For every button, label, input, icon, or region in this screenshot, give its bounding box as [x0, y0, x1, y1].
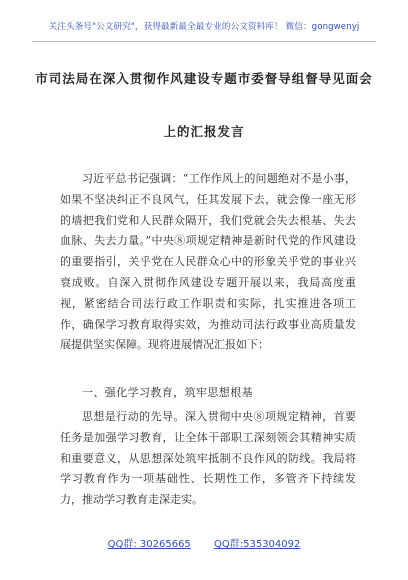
top-banner: 关注头条号"公文研究"，获得最新最全最专业的公文资料库！ 微信：gongwenyj: [48, 22, 360, 32]
footer-qq-group-2: QQ群:535304092: [214, 539, 301, 550]
footer-contacts: [0, 535, 408, 550]
body-paragraph-section-1: 思想是行动的先导。深入贯彻中央⑧项规定精神，首要任务是加强学习教育，让全体干部职工深刻领会其精神实质和重要意义，从思想深处筑牢抵制不良作风的防线。我局将学习教育作为一项基础性、长期性工作，多管齐下持续发力，推动学习教育走深走实。: [60, 410, 356, 507]
footer-qq-group-1: QQ群: 30265665: [107, 539, 191, 550]
banner-divider: [32, 41, 376, 42]
document-title-line-2: 上的汇报发言: [163, 124, 245, 139]
body-paragraph-intro: 习近平总书记强调：“工作作风上的问题绝对不是小事，如果不坚决纠正不良风气，任其发展下去，就会像一座无形的墙把我们党和人民群众隔开，我们党就会失去根基、失去血脉、失去力量。”中央⑧项规定精神是新时代党的作风建设的重要指引，关乎党在人民群众心中的形象关乎党的事业兴衰成败。自深入贯彻作风建设专题开展以来，我局高度重视，紧密结合司法行政工作职责和实际，扎实推进各项工作，确保学习教育取得实效，为推动司法行政事业高质量发展提供坚实保障。现将进展情况汇报如下：: [60, 172, 356, 352]
section-heading: 一、强化学习教育，筑牢思想根基: [82, 386, 253, 399]
document-title-line-1: 市司法局在深入贯彻作风建设专题市委督导组督导见面会: [35, 71, 373, 86]
